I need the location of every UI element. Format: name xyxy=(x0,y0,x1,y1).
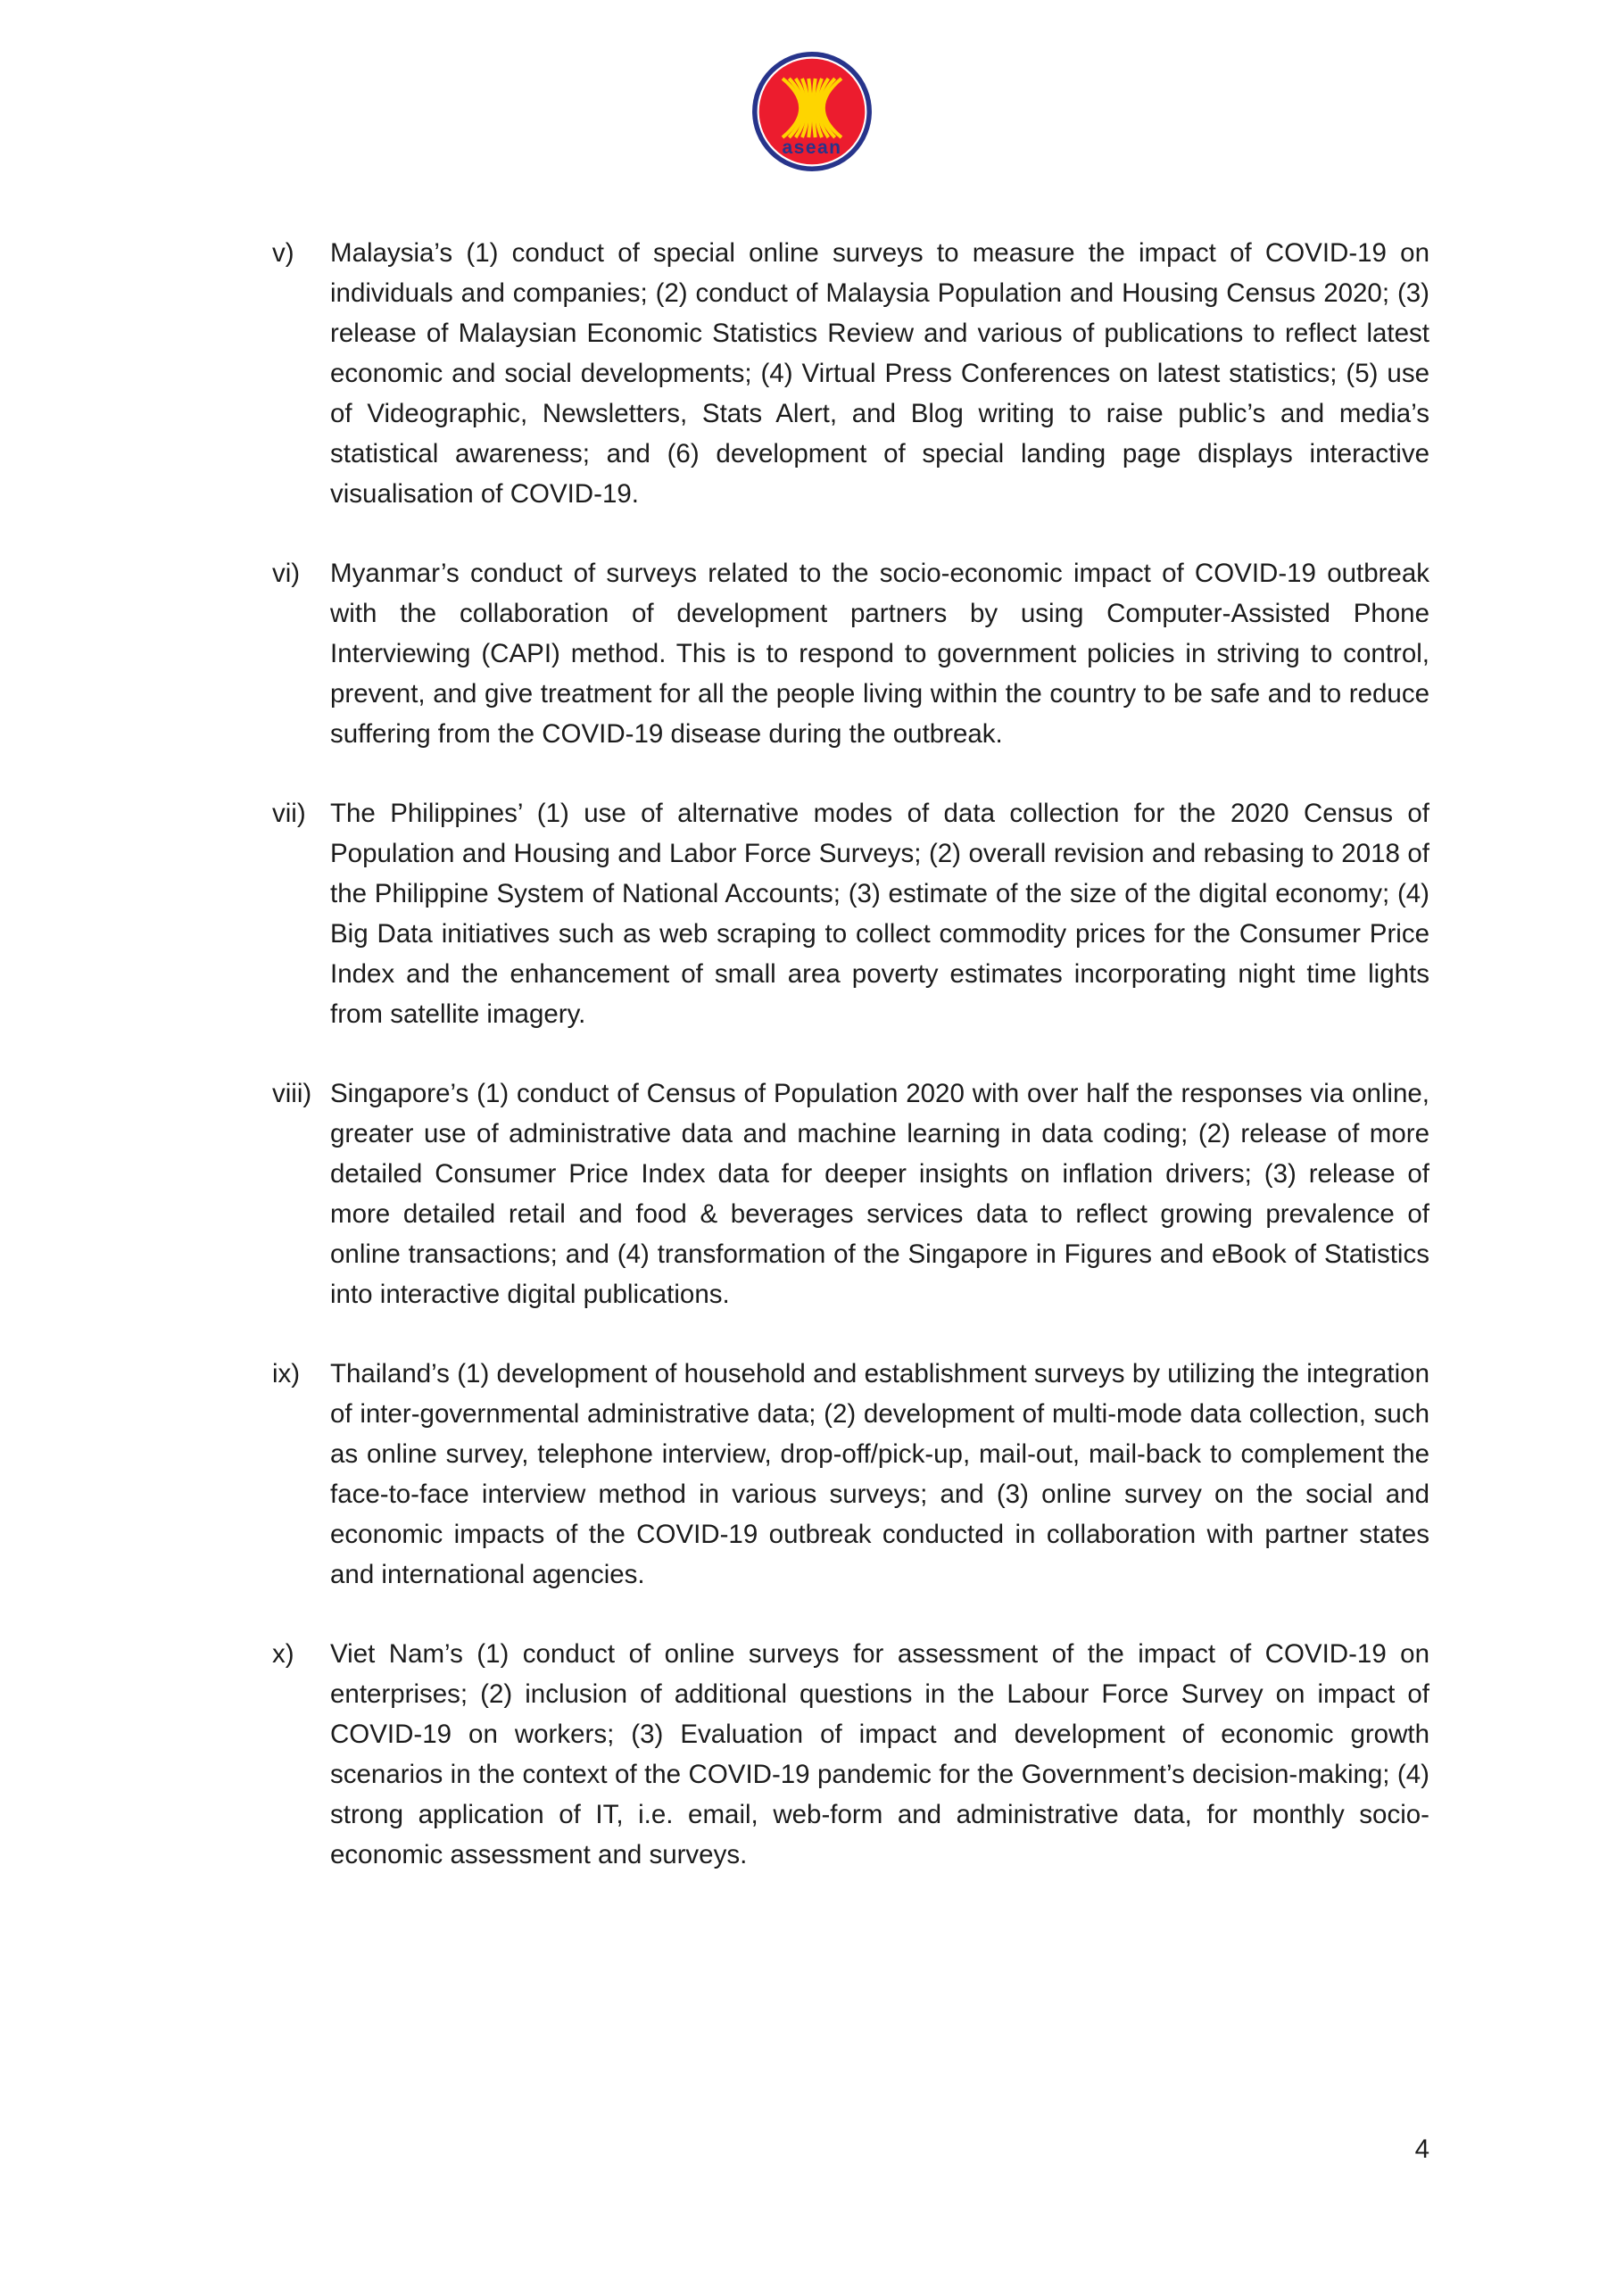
list-item-text: Thailand’s (1) development of household and establishment surveys by utilizing the integration of inter-governmental administrative data; (2) development of multi-mode data collection, such as online survey, telephone interview, drop-off/pick-up, mail-out, mail-back to complement the face-to-face interview method in various surveys; and (3) online survey on the social and economic impacts of the COVID-19 outbreak conducted in collaboration with partner states and international agencies. xyxy=(330,1359,1429,1589)
list-item-marker: vii) xyxy=(272,799,306,828)
list-item-text: Viet Nam’s (1) conduct of online surveys for assessment of the impact of COVID-19 on enterprises; (2) inclusion of additional questions in the Labour Force Survey on impact of COVID-19 on workers; (3) Evaluation of impact and development of economic growth scenarios in the context of the COVID-19 pandemic for the Government’s decision-making; (4) strong application of IT, i.e. email, web-form and administrative data, for monthly socio-economic assessment and surveys. xyxy=(330,1639,1429,1869)
asean-logo xyxy=(751,51,873,172)
list-item xyxy=(272,1073,1429,1314)
asean-emblem-icon xyxy=(751,51,873,172)
list-item-text: Singapore’s (1) conduct of Census of Population 2020 with over half the responses via online, greater use of administrative data and machine learning in data coding; (2) release of more detailed Consumer Price Index data for deeper insights on inflation drivers; (3) release of more detailed retail and food & beverages services data to reflect growing prevalence of online transactions; and (4) transformation of the Singapore in Figures and eBook of Statistics into interactive digital publications. xyxy=(330,1079,1429,1309)
list-item-marker: vi) xyxy=(272,559,301,588)
list-item xyxy=(272,1354,1429,1595)
list-item-text: Myanmar’s conduct of surveys related to the socio-economic impact of COVID-19 outbreak with the collaboration of development partners by using Computer-Assisted Phone Interviewing (CAPI) method. This is to respond to government policies in striving to control, prevent, and give treatment for all the people living within the country to be safe and to reduce suffering from the COVID-19 disease during the outbreak. xyxy=(330,559,1429,749)
list-item xyxy=(272,793,1429,1034)
list-item-text: Malaysia’s (1) conduct of special online surveys to measure the impact of COVID-19 on individuals and companies; (2) conduct of Malaysia Population and Housing Census 2020; (3) release of Malaysian Economic Statistics Review and various of publications to reflect latest economic and social developments; (4) Virtual Press Conferences on latest statistics; (5) use of Videographic, Newsletters, Stats Alert, and Blog writing to raise public’s and media’s statistical awareness; and (6) development of special landing page displays interactive visualisation of COVID-19. xyxy=(330,238,1429,509)
list-item-marker: x) xyxy=(272,1639,294,1669)
list-item xyxy=(272,233,1429,514)
list-item xyxy=(272,553,1429,754)
list-item-marker: v) xyxy=(272,238,294,268)
emblem-wordmark: asean xyxy=(782,137,842,158)
list-item-marker: ix) xyxy=(272,1359,301,1388)
list-item xyxy=(272,1634,1429,1875)
country-activities-list xyxy=(272,233,1429,1914)
page-number: 4 xyxy=(1414,2134,1429,2164)
list-item-marker: viii) xyxy=(272,1079,312,1108)
list-item-text: The Philippines’ (1) use of alternative modes of data collection for the 2020 Census of Population and Housing and Labor Force Surveys; (2) overall revision and rebasing to 2018 of the Philippine System of National Accounts; (3) estimate of the size of the digital economy; (4) Big Data initiatives such as web scraping to collect commodity prices for the Consumer Price Index and the enhancement of small area poverty estimates incorporating night time lights from satellite imagery. xyxy=(330,799,1429,1029)
